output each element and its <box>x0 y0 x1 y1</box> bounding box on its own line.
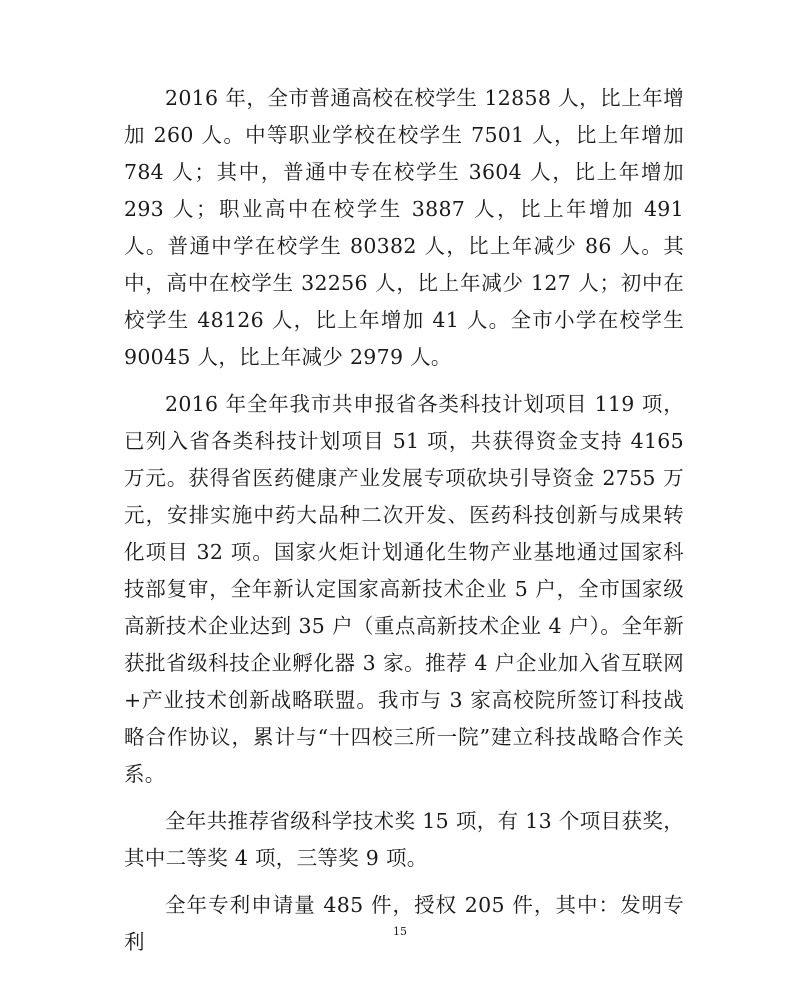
paragraph-education-enrollment: 2016 年，全市普通高校在校学生 12858 人，比上年增加 260 人。中等职业学校在校学生 7501 人，比上年增加 784 人；其中，普通中专在校学生 3604 人，比上年增加 293 人；职业高中在校学生 3887 人，比上年增加 491 人。普通中学在校学生 80382 人，比上年减少 86 人。其中，高中在校学生 32256 人，比上年减少 127 人；初中在校学生 48126 人，比上年增加 41 人。全市小学在校学生 90045 人，比上年减少 2979 人。 <box>124 86 684 369</box>
document-body <box>124 80 684 961</box>
paragraph-technology-projects: 2016 年全年我市共申报省各类科技计划项目 119 项，已列入省各类科技计划项目 51 项，共获得资金支持 4165 万元。获得省医药健康产业发展专项砍块引导资金 2755 万元，安排实施中药大品种二次开发、医药科技创新与成果转化项目 32 项。国家火炬计划通化生物产业基地通过国家科技部复审，全年新认定国家高新技术企业 5 户，全市国家级高新技术企业达到 35 户（重点高新技术企业 4 户）。全年新获批省级科技企业孵化器 3 家。推荐 4 户企业加入省互联网+产业技术创新战略联盟。我市与 3 家高校院所签订科技战略合作协议，累计与“十四校三所一院”建立科技战略合作关系。 <box>124 392 684 786</box>
paragraph-science-awards: 全年共推荐省级科学技术奖 15 项，有 13 个项目获奖，其中二等奖 4 项，三等奖 9 项。 <box>124 809 684 870</box>
page-number: 15 <box>393 925 407 938</box>
paragraph-patents: 全年专利申请量 485 件，授权 205 件，其中：发明专利 <box>124 893 684 954</box>
